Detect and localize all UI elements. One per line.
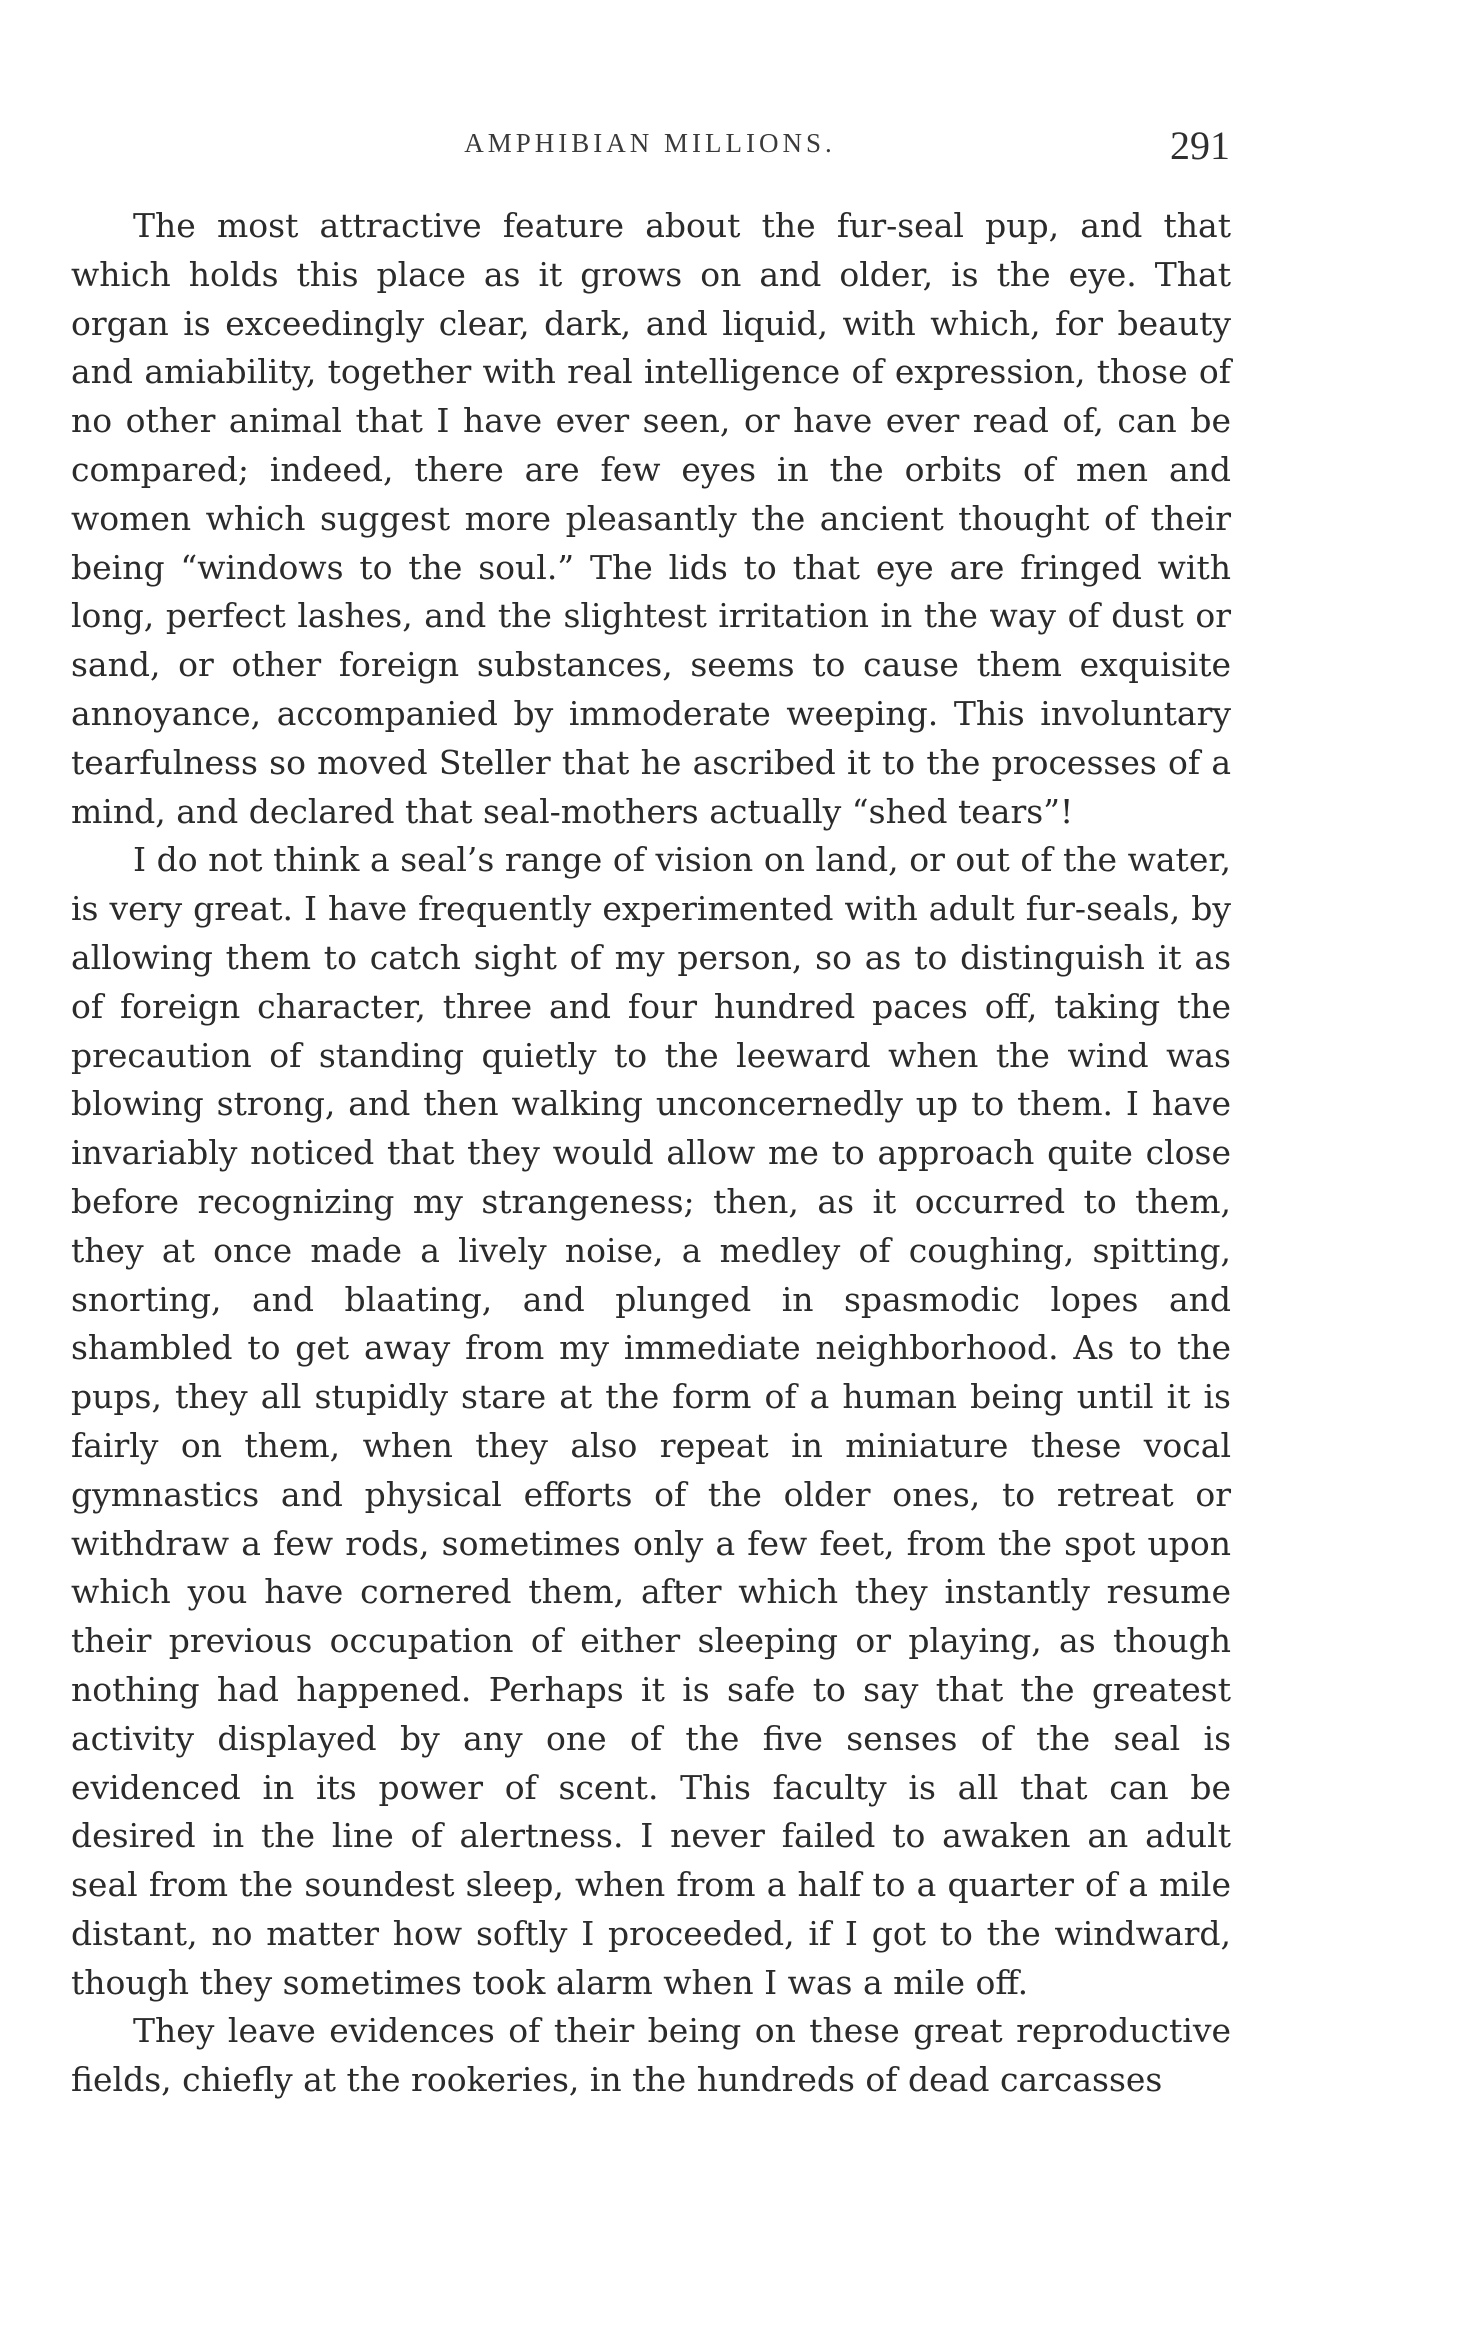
body-text (71, 202, 1231, 2105)
paragraph: The most attractive feature about the fur-seal pup, and that which holds this place as it grows on and older, is the eye. That organ is exceedingly clear, dark, and liquid, with which, for beauty and amiability, together with real intelligence of expression, those of no other animal that I have ever seen, or have ever read of, can be compared; indeed, there are few eyes in the orbits of men and women which suggest more pleasantly the ancient thought of their being “windows to the soul.” The lids to that eye are fringed with long, perfect lashes, and the slightest irritation in the way of dust or sand, or other foreign substances, seems to cause them exquisite annoyance, accompanied by immoderate weeping. This involuntary tearfulness so moved Steller that he ascribed it to the processes of a mind, and declared that seal-mothers actually “shed tears”! (71, 206, 1231, 831)
paragraph: They leave evidences of their being on these great reproductive fields, chiefly at the rookeries, in the hundreds of dead carcasses (71, 2011, 1231, 2100)
running-head: AMPHIBIAN MILLIONS. (464, 128, 836, 158)
page-number: 291 (1170, 123, 1230, 168)
page-header (70, 122, 1230, 182)
paragraph: I do not think a seal’s range of vision on land, or out of the water, is very great. I have frequently experimented with adult fur-seals, by allowing them to catch sight of my person, so as to distinguish it as of foreign character, three and four hundred paces off, taking the precaution of standing quietly to the leeward when the wind was blowing strong, and then walking unconcernedly up to them. I have invariably noticed that they would allow me to approach quite close before recognizing my strangeness; then, as it occurred to them, they at once made a lively noise, a medley of coughing, spitting, snorting, and blaating, and plunged in spasmodic lopes and shambled to get away from my immediate neighborhood. As to the pups, they all stupidly stare at the form of a human being until it is fairly on them, when they also repeat in miniature these vocal gymnastics and physical efforts of the older ones, to retreat or withdraw a few rods, sometimes only a few feet, from the spot upon which you have cornered them, after which they instantly resume their previous occupation of either sleeping or playing, as though nothing had happened. Perhaps it is safe to say that the greatest activity displayed by any one of the five senses of the seal is evidenced in its power of scent. This faculty is all that can be desired in the line of alertness. I never failed to awaken an adult seal from the soundest sleep, when from a half to a quarter of a mile distant, no matter how softly I proceeded, if I got to the windward, though they sometimes took alarm when I was a mile off. (71, 840, 1231, 2002)
